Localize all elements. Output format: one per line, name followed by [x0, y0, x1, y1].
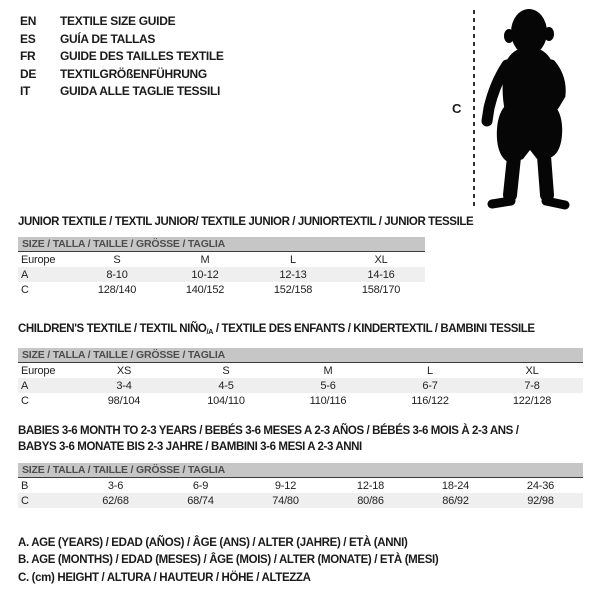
- table-row: [18, 282, 425, 297]
- row-label: Europe: [21, 253, 56, 266]
- size-cell: 86/92: [442, 494, 469, 507]
- language-code: IT: [20, 84, 31, 98]
- size-cell: 152/158: [273, 283, 313, 296]
- table-title-line: BABIES 3-6 MONTH TO 2-3 YEARS / BEBÉS 3-6 MESES A 2-3 AÑOS / BÉBÉS 3-6 MOIS À 2-3 ANS /: [18, 425, 519, 437]
- table-row: [18, 493, 583, 508]
- table-row: [18, 363, 583, 378]
- size-cell: S: [113, 253, 121, 266]
- size-cell: 12-18: [356, 479, 385, 492]
- size-cell: M: [200, 253, 210, 266]
- size-cell: 140/152: [185, 283, 225, 296]
- table-title: [18, 424, 593, 455]
- size-cell: 12-13: [279, 268, 307, 281]
- junior-size-table: [18, 252, 425, 297]
- junior-table-section: [18, 216, 474, 297]
- language-row: [20, 13, 224, 31]
- size-header-bar: SIZE / TALLA / TAILLE / GRÖSSE / TAGLIA: [18, 237, 425, 252]
- size-cell: 3-6: [107, 479, 124, 492]
- size-cell: 80/86: [357, 494, 384, 507]
- size-cell: L: [290, 253, 296, 266]
- language-title: GUIDE DES TAILLES TEXTILE: [60, 49, 224, 63]
- language-code: ES: [20, 31, 36, 46]
- size-cell: 68/74: [187, 494, 214, 507]
- table-title: [18, 323, 583, 336]
- language-list: [20, 13, 224, 101]
- language-code: DE: [20, 66, 37, 81]
- size-cell: S: [222, 364, 230, 377]
- size-header-bar: SIZE / TALLA / TAILLE / GRÖSSE / TAGLIA: [18, 348, 583, 363]
- size-cell: 110/116: [309, 394, 347, 407]
- footnote-line: B. AGE (MONTHS) / EDAD (MESES) / ÂGE (MOIS) / ALTER (MONATE) / ETÀ (MESI): [18, 554, 439, 567]
- size-header-bar: SIZE / TALLA / TAILLE / GRÖSSE / TAGLIA: [18, 463, 583, 478]
- size-cell: 14-16: [367, 268, 395, 281]
- row-label: A: [21, 268, 29, 281]
- children-table-section: [18, 323, 583, 408]
- size-cell: 6-9: [192, 479, 209, 492]
- table-row: [18, 252, 425, 267]
- size-cell: 128/140: [97, 283, 137, 296]
- size-cell: 9-12: [274, 479, 297, 492]
- size-cell: 74/80: [272, 494, 299, 507]
- table-title-text: / TEXTILE DES ENFANTS / KINDERTEXTIL / BAMBINI TESSILE: [213, 323, 535, 335]
- row-label: Europe: [21, 364, 56, 377]
- table-row: [18, 393, 583, 408]
- size-cell: 122/128: [512, 394, 552, 407]
- size-cell: 116/122: [411, 394, 449, 407]
- size-cell: 92/98: [527, 494, 554, 507]
- baby-silhouette-icon: [480, 5, 580, 210]
- size-cell: 6-7: [422, 379, 438, 392]
- table-title-line: BABYS 3-6 MONATE BIS 2-3 JAHRE / BAMBINI 3-6 MESI A 2-3 ANNI: [18, 440, 362, 453]
- footnote-line: A. AGE (YEARS) / EDAD (AÑOS) / ÂGE (ANS) / ALTER (JAHRE) / ETÀ (ANNI): [18, 537, 408, 549]
- footnotes: [18, 535, 438, 587]
- row-label: C: [21, 494, 29, 507]
- height-label: C: [452, 101, 462, 116]
- size-cell: 5-6: [320, 379, 336, 392]
- children-size-table: [18, 363, 583, 408]
- size-cell: 98/104: [107, 394, 141, 407]
- size-cell: 7-8: [524, 379, 540, 392]
- language-row: [20, 83, 224, 101]
- language-title: GUIDA ALLE TAGLIE TESSILI: [60, 84, 221, 98]
- babies-size-table: [18, 478, 583, 508]
- size-cell: 8-10: [106, 268, 128, 281]
- language-code: FR: [20, 49, 36, 63]
- size-cell: 104/110: [207, 394, 245, 407]
- row-label: B: [21, 479, 29, 492]
- size-cell: 10-12: [191, 268, 219, 281]
- size-cell: XL: [525, 364, 539, 377]
- language-row: [20, 66, 224, 84]
- table-title-subscript: /A: [206, 327, 214, 336]
- size-cell: 18-24: [441, 479, 470, 492]
- language-title: TEXTILE SIZE GUIDE: [60, 14, 176, 28]
- size-cell: 24-36: [526, 479, 555, 492]
- footnote-line: C. (cm) HEIGHT / ALTURA / HAUTEUR / HÖHE / ALTEZZA: [18, 571, 311, 584]
- table-row: [18, 378, 583, 393]
- size-cell: XL: [374, 253, 388, 266]
- row-label: A: [21, 379, 29, 392]
- language-code: EN: [20, 14, 37, 28]
- size-cell: 3-4: [116, 379, 132, 392]
- row-label: C: [21, 283, 29, 296]
- size-cell: 4-5: [218, 379, 234, 392]
- row-label: C: [21, 394, 29, 407]
- size-cell: 158/170: [361, 283, 401, 296]
- table-row: [18, 478, 583, 493]
- table-title-text: CHILDREN'S TEXTILE / TEXTIL NIÑO: [18, 323, 207, 335]
- language-title: TEXTILGRÖßENFÜHRUNG: [60, 66, 207, 81]
- language-row: [20, 48, 224, 66]
- size-cell: L: [427, 364, 433, 377]
- language-row: [20, 31, 224, 49]
- table-title: JUNIOR TEXTILE / TEXTIL JUNIOR/ TEXTILE JUNIOR / JUNIORTEXTIL / JUNIOR TESSILE: [18, 216, 474, 228]
- height-measure-line: [473, 10, 475, 206]
- language-title: GUÍA DE TALLAS: [60, 31, 156, 46]
- babies-table-section: [18, 424, 583, 508]
- size-cell: M: [323, 364, 333, 377]
- table-row: [18, 267, 425, 282]
- size-cell: XS: [116, 364, 132, 377]
- size-cell: 62/68: [102, 494, 129, 507]
